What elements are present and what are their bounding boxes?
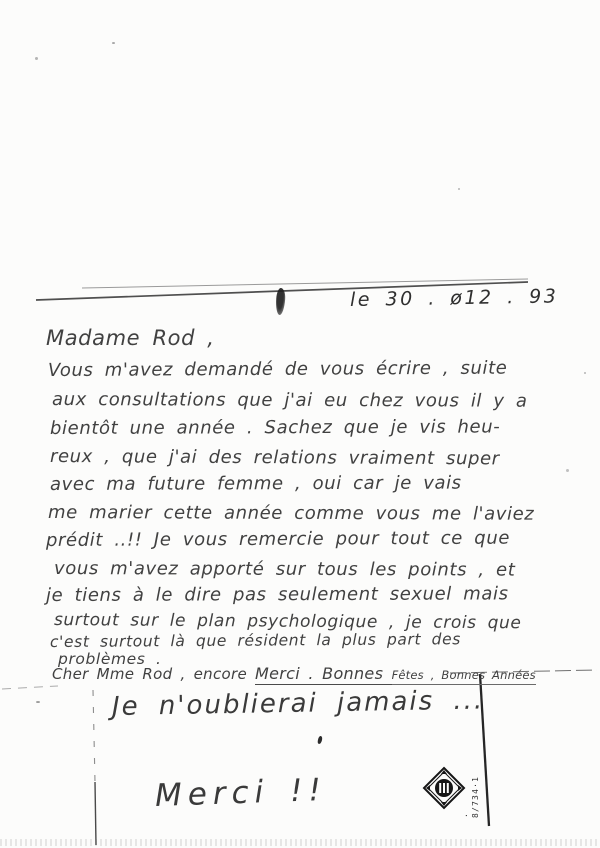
closing-prefix: Cher Mme Rod , encore [52, 665, 256, 683]
body-line: reux , que j'ai des relations vraiment super [49, 446, 500, 470]
thanks-text: Merci !! [154, 772, 328, 814]
farewell-text: Je n'oublierai jamais ... [111, 685, 485, 722]
body-line: me marier cette année comme vous me l'aviez [47, 502, 535, 525]
bottom-scan-noise [0, 839, 600, 846]
paper-speck [35, 57, 38, 60]
left-margin-dash [2, 686, 58, 689]
salutation-text: Madame Rod , [46, 326, 215, 350]
body-line: surtout sur le plan psychologique , je crois que [53, 610, 522, 634]
body-line: problèmes . [58, 650, 162, 668]
left-crease-line-lower [95, 782, 96, 845]
paper-speck [112, 42, 115, 44]
closing-line [52, 664, 536, 683]
body-line: prédit ..!! Je vous remercie pour tout ce que [45, 527, 511, 551]
body-line: je tiens à le dire pas seulement sexuel mais [45, 583, 509, 606]
body-line: Vous m'avez demandé de vous écrire , suite [47, 357, 508, 381]
body-line: c'est surtout là que résident la plus part des [49, 630, 461, 651]
body-line: aux consultations que j'ai eu chez vous il y a [51, 389, 528, 412]
body-line: bientôt une année . Sachez que je vis heu- [49, 416, 501, 439]
date-text: le 30 . ø12 . 93 [349, 285, 559, 311]
paper-speck [584, 372, 586, 374]
paper-speck [458, 188, 460, 190]
closing-small-underlined-text: Fêtes , Bonnes Années [392, 668, 536, 685]
body-line: vous m'avez apporté sur tous les points , et [53, 558, 516, 581]
closing-underlined-text: Merci . Bonnes [255, 664, 392, 683]
left-crease-line-upper [93, 690, 95, 782]
paper-speck [36, 701, 40, 703]
printer-diamond-logo-icon [422, 766, 466, 810]
printer-code-text: · 8/734·1 [462, 775, 480, 818]
paper-speck [566, 469, 569, 472]
body-line: avec ma future femme , oui car je vais [49, 472, 462, 495]
